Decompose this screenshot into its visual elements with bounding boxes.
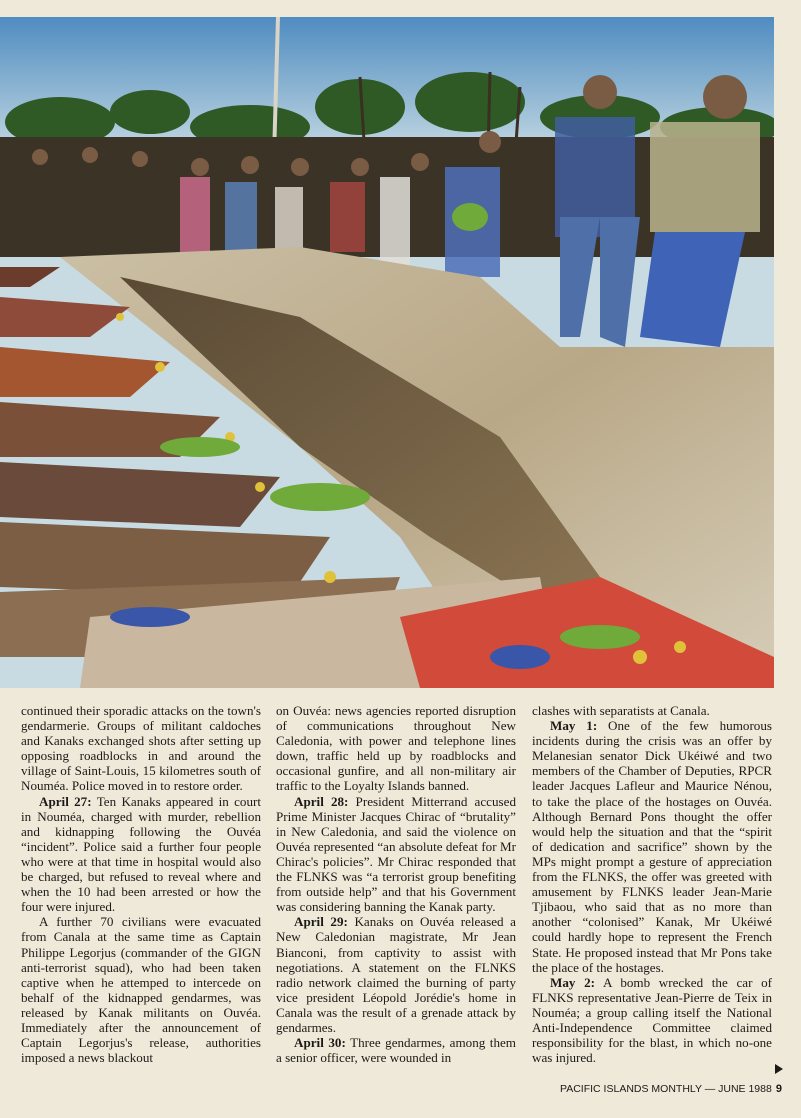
paragraph-text: Kanaks on Ouvéa released a New Caledonian magistrate, Mr Jean Bianconi, from captivity to assist with negotiations. A statement on the FLNKS radio network claimed the burning of party vice president Léopold Jorédie's home in Canala was the result of a grenade attack by gendarmes. [276, 914, 516, 1035]
date-lead: April 28: [294, 793, 349, 809]
paragraph-text: President Mitterrand accused Prime Minister Jacques Chirac of “brutality” in New Caledonia, and said the violence on Ouvéa represented “an absolute defeat for Mr Chirac's policies”. Mr Chirac responded that the FLNKS was “a terrorist group benefiting from outside help” and that his Government was considering banning the Kanak party. [276, 793, 516, 915]
paragraph [532, 975, 772, 1066]
paragraph [276, 1035, 516, 1065]
date-lead: April 29: [294, 914, 348, 930]
date-lead: May 2: [550, 974, 596, 990]
paragraph-text: One of the few humorous incidents during the crisis was an offer by Melanesian senator Dick Ukéiwé and two members of the Chamber of Deputies, RPCR leader Jacques Lafleur and Maurice Nénou, to take the place of the hostages on Ouvéa. Although Bernard Pons thought the offer would help the situation and that the “spirit of dedication and sacrifice” shown by the MPs might prompt a gesture of appreciation from the FLNKS, the offer was greeted with amusement by FLNKS leader Jean-Marie Tjibaou, who said that as no more than another “colonised” Kanak, Mr Ukéiwé could hardly hope to represent the French State. He proposed instead that Mr Pons take the place of the hostages. [532, 718, 772, 975]
article-column-2 [276, 703, 516, 1079]
paragraph-text: A bomb wrecked the car of FLNKS representative Jean-Pierre de Teix in Nouméa; a group calling itself the National Anti-Independence Committee claimed responsibility for the blast, in which no-one was injured. [532, 974, 772, 1066]
article-column-3 [532, 703, 772, 1079]
article-body [21, 703, 776, 1079]
paragraph [532, 718, 772, 975]
publication-line: PACIFIC ISLANDS MONTHLY — JUNE 1988 [560, 1083, 772, 1095]
paragraph: continued their sporadic attacks on the town's gendarmerie. Groups of militant caldoches and Kanaks exchanged shots after setting up opposing roadblocks in and around the village of Saint-Louis, 15 kilometres south of Nouméa. Police moved in to restore order. [21, 703, 261, 794]
continue-arrow-icon [775, 1064, 783, 1074]
paragraph [21, 794, 261, 915]
paragraph: clashes with separatists at Canala. [532, 703, 710, 718]
paragraph: on Ouvéa: news agencies reported disruption of communications throughout New Caledonia, with power and telephone lines down, traffic held up by roadblocks and occasional gunfire, and all non-military air traffic to the Loyalty Islands banned. [276, 703, 516, 794]
photo-illustration [0, 17, 774, 688]
page-footer [560, 1081, 782, 1097]
article-column-1 [21, 703, 261, 1079]
paragraph [276, 914, 516, 1035]
paragraph-text: Three gendarmes, among them a senior officer, were wounded in [276, 1035, 516, 1066]
date-lead: April 30: [294, 1035, 346, 1051]
date-lead: April 27: [39, 793, 92, 809]
page-number: 9 [775, 1083, 782, 1095]
funeral-photograph [0, 17, 774, 688]
paragraph [276, 794, 516, 915]
date-lead: May 1: [550, 718, 598, 734]
paragraph: A further 70 civilians were evacuated from Canala at the same time as Captain Philippe Legorjus (commander of the GIGN anti-terrorist squad), who had been taken captive when he attemped to intercede on behalf of the kidnapped gendarmes, was released by Kanak militants on Ouvéa. Immediately after the announcement of Captain Legorjus's release, authorities imposed a news blackout [21, 914, 261, 1066]
paragraph-text: Ten Kanaks appeared in court in Nouméa, charged with murder, rebellion and kidnapping following the Ouvéa “incident”. Police said a further four people who were at that time in hospital would also be charged, but refused to reveal where and when the 10 had been arrested or how the four were injured. [21, 793, 261, 915]
